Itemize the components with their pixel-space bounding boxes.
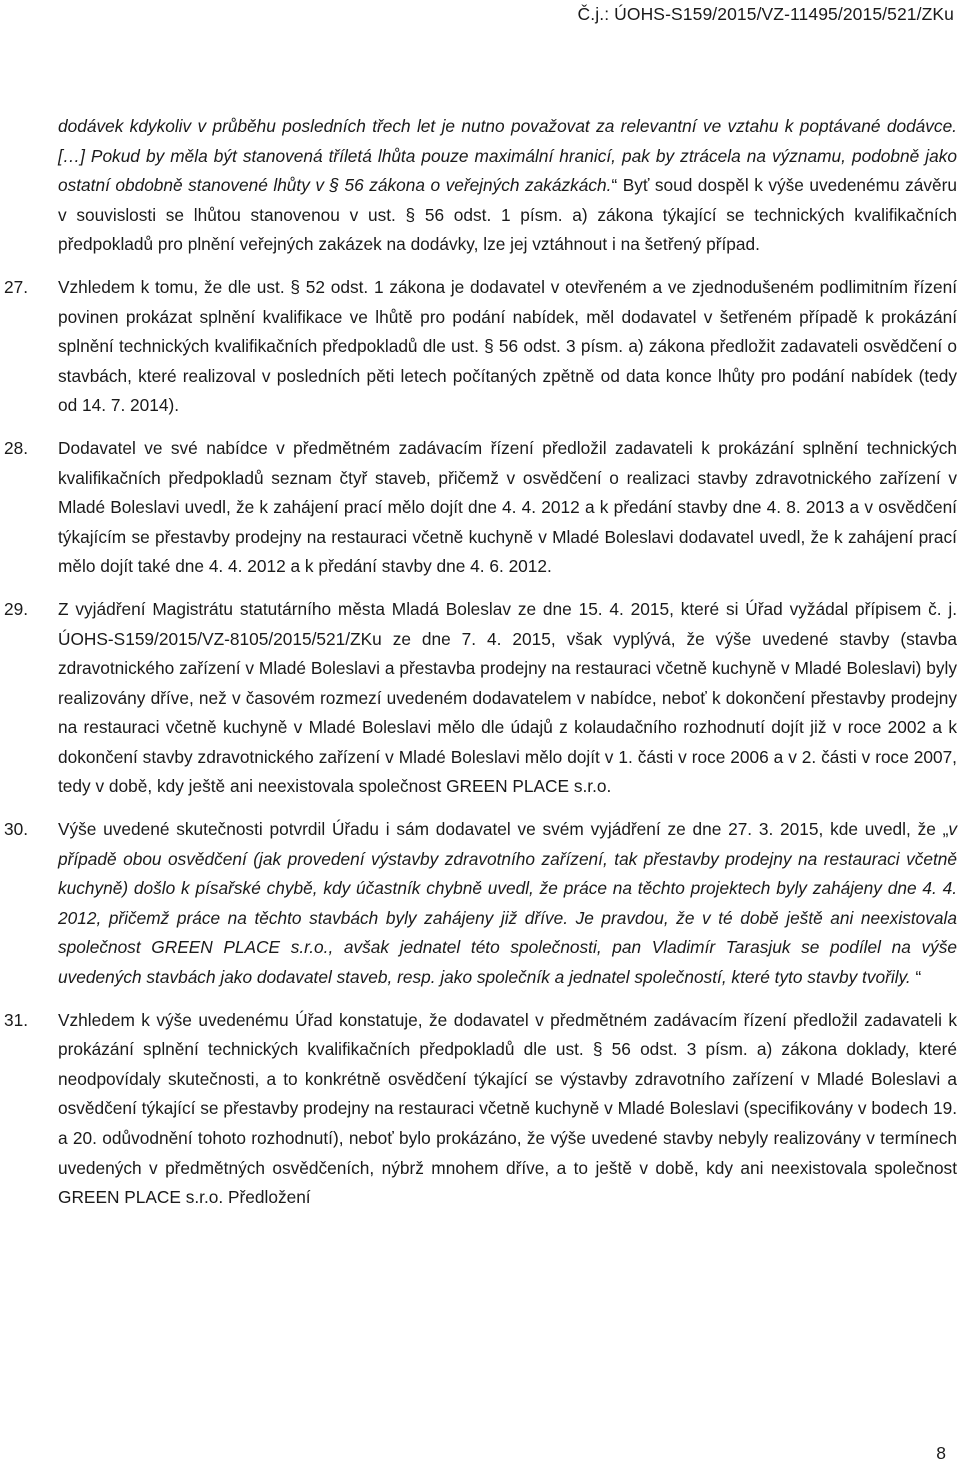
paragraph-text: Vzhledem k výše uvedenému Úřad konstatuje, že dodavatel v předmětném zadávacím řízení předložil zadavateli k prokázání splnění technických kvalifikačních předpokladů dle ust. § 56 odst. 3 písm. a) zákona doklady, které neodpovídaly skutečnosti, a to konkrétně osvědčení týkající se výstavby zdravotního zařízení v Mladé Boleslavi a osvědčení týkající se přestavby prodejny na restauraci včetně kuchyně v Mladé Boleslavi (specifikovány v bodech 19. a 20. odůvodnění tohoto rozhodnutí), neboť bylo prokázáno, že výše uvedené stavby nebyly realizovány v termínech uvedených v předmětných osvědčeních, nýbrž mnohem dříve, a to ještě v době, kdy ani neexistovala společnost GREEN PLACE s.r.o. Předložení	[58, 1009, 957, 1208]
closing-quote: “	[910, 967, 922, 988]
document-reference-header: Č.j.: ÚOHS-S159/2015/VZ-11495/2015/521/ZKu	[577, 4, 954, 24]
paragraph-number: 27.	[4, 276, 29, 297]
paragraph-27	[4, 273, 957, 421]
paragraph-number: 28.	[4, 437, 29, 458]
paragraph-text: Výše uvedené skutečnosti potvrdil Úřadu i sám dodavatel ve svém vyjádření ze dne 27. 3. 2015, kde uvedl, že „	[58, 819, 949, 840]
quoted-supplier-statement: v případě obou osvědčení (jak provedení výstavby zdravotního zařízení, tak přestavby prodejny na restauraci včetně kuchyně) došlo k písařské chybě, kdy účastník chybně uvedl, že práce na těchto projektech byly zahájeny dne 4. 4. 2012, přičemž práce na těchto stavbách byly zahájeny již dříve. Je pravdou, že v té době ještě ani neexistovala společnost GREEN PLACE s.r.o., avšak jednatel této společnosti, pan Vladimír Tarasjuk se podílel na výše uvedených stavbách jako dodavatel staveb, resp. jako společník a jednatel společností, které tyto stavby tvořily.	[58, 819, 957, 988]
quoted-court-text: dodávek kdykoliv v průběhu posledních třech let je nutno považovat za relevantní ve vztahu k poptávané dodávce. […] Pokud by měla být stanovená tříletá lhůta pouze maximální hranicí, pak by ztrácela na významu, podobně jako ostatní obdobně stanovené lhůty v § 56 zákona o veřejných zakázkách.	[58, 116, 957, 196]
paragraph-28	[4, 434, 957, 582]
page-number: 8	[936, 1443, 946, 1463]
paragraph-continuation	[58, 112, 957, 260]
paragraph-text: Dodavatel ve své nabídce v předmětném zadávacím řízení předložil zadavateli k prokázání splnění technických kvalifikačních předpokladů seznam čtyř staveb, přičemž v osvědčení o realizaci stavby zdravotnického zařízení v Mladé Boleslavi uvedl, že k zahájení prací mělo dojít dne 4. 4. 2012 a k předání stavby dne 4. 8. 2013 a v osvědčení týkajícím se přestavby prodejny na restauraci včetně kuchyně v Mladé Boleslavi dodavatel uvedl, že k zahájení prací mělo dojít také dne 4. 4. 2012 a k předání stavby dne 4. 6. 2012.	[58, 437, 957, 577]
paragraph-number: 31.	[4, 1009, 29, 1030]
paragraph-text: Z vyjádření Magistrátu statutárního města Mladá Boleslav ze dne 15. 4. 2015, které si Úřad vyžádal přípisem č. j. ÚOHS-S159/2015/VZ-8105/2015/521/ZKu ze dne 7. 4. 2015, však vyplývá, že výše uvedené stavby (stavba zdravotnického zařízení v Mladé Boleslavi a přestavba prodejny na restauraci včetně kuchyně v Mladé Boleslavi) byly realizovány dříve, než v časovém rozmezí uvedeném dodavatelem v nabídce, neboť k dokončení přestavby prodejny na restauraci včetně kuchyně v Mladé Boleslavi mělo dle údajů z kolaudačního rozhodnutí dojít již v roce 2002 a k dokončení stavby zdravotnického zařízení v Mladé Boleslavi mělo dojít v 1. části v roce 2006 a v 2. části v roce 2007, tedy v době, kdy ještě ani neexistovala společnost GREEN PLACE s.r.o.	[58, 598, 957, 797]
paragraph-29	[4, 595, 957, 802]
paragraph-31	[4, 1006, 957, 1213]
paragraph-number: 30.	[4, 819, 29, 840]
paragraph-text: “ Byť soud dospěl k výše uvedenému závěru v souvislosti se lhůtou stanovenou v ust. § 56 odst. 1 písm. a) zákona týkající se technických kvalifikačních předpokladů pro plnění veřejných zakázek na dodávky, lze jej vztáhnout i na šetřený případ.	[58, 175, 958, 255]
paragraph-number: 29.	[4, 598, 29, 619]
document-body	[4, 112, 958, 1213]
paragraph-30	[4, 815, 957, 993]
paragraph-text: Vzhledem k tomu, že dle ust. § 52 odst. 1 zákona je dodavatel v otevřeném a ve zjednodušeném podlimitním řízení povinen prokázat splnění kvalifikace ve lhůtě pro podání nabídek, měl dodavatel v šetřeném případě k prokázání splnění technických kvalifikačních předpokladů dle ust. § 56 odst. 3 písm. a) zákona předložit zadavateli osvědčení o stavbách, které realizoval v posledních pěti letech počítaných zpětně od data konce lhůty pro podání nabídek (tedy od 14. 7. 2014).	[58, 276, 957, 416]
